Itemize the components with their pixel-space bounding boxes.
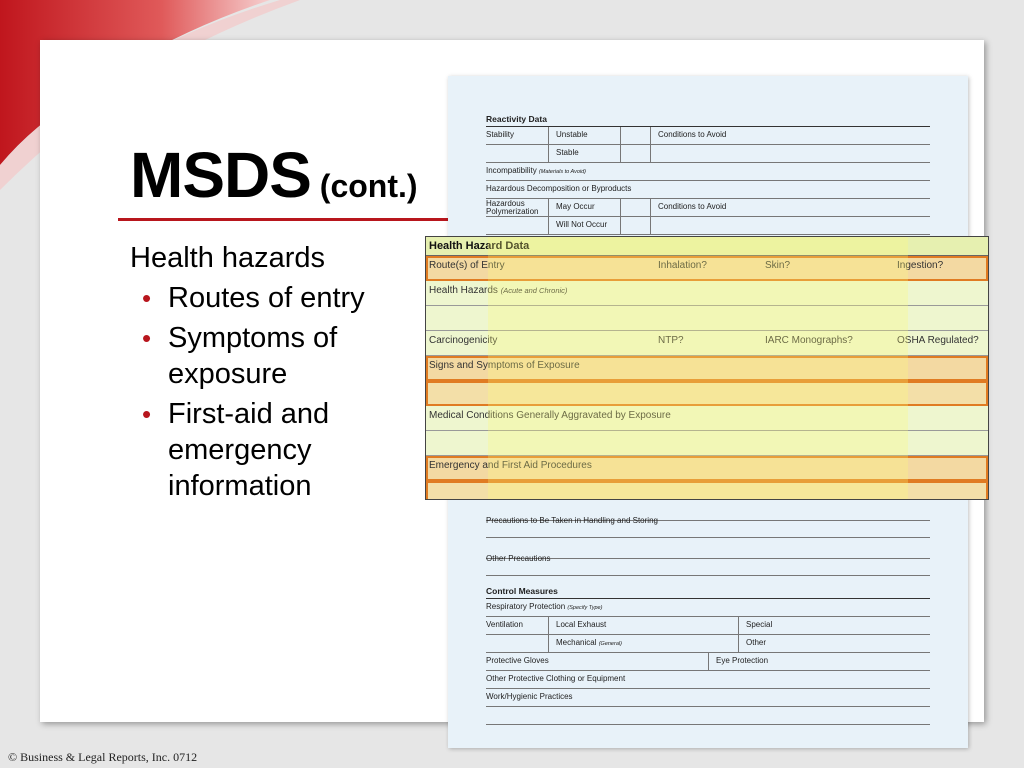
bullet-item: • Symptoms of exposure — [142, 322, 338, 390]
reactivity-title: Reactivity Data — [486, 114, 930, 127]
ventilation-row: Ventilation Local Exhaust Special — [486, 617, 930, 635]
bullet-list-block — [130, 240, 408, 508]
other-precautions-blank-row — [486, 559, 930, 576]
bullet-heading: Health hazards — [130, 242, 326, 274]
control-measures-section — [486, 586, 930, 725]
title-main: MSDS — [130, 139, 311, 211]
carcinogenicity-row: Carcinogenicity NTP? IARC Monographs? OSHA Regulated? — [426, 331, 988, 356]
gloves-row: Protective Gloves Eye Protection — [486, 653, 930, 671]
routes-of-entry-row: Route(s) of Entry Inhalation? Skin? Ingestion? — [426, 256, 988, 281]
copyright-footer: © Business & Legal Reports, Inc. 0712 — [8, 750, 198, 764]
stability-row: Stability Unstable Conditions to Avoid — [486, 127, 930, 145]
clothing-row: Other Protective Clothing or Equipment — [486, 671, 930, 689]
reactivity-section — [486, 114, 930, 235]
health-hazard-title: Health Hazard Data — [426, 237, 988, 256]
stable-row: Stable — [486, 145, 930, 163]
will-not-occur-row: Will Not Occur — [486, 217, 930, 235]
respiratory-row: Respiratory Protection (Specify Type) — [486, 599, 930, 617]
health-hazard-data-callout — [425, 236, 989, 500]
precautions-section — [486, 500, 930, 576]
first-aid-row: Emergency and First Aid Procedures — [426, 456, 988, 481]
polymerization-row: Hazardous Polymerization May Occur Conditions to Avoid — [486, 199, 930, 217]
bullet-icon: • — [142, 323, 152, 353]
bullet-item: • First-aid and emergency information — [142, 398, 330, 502]
bullet-item: • Routes of entry — [142, 282, 365, 314]
decomposition-row: Hazardous Decomposition or Byproducts — [486, 181, 930, 199]
aggravated-conditions-row: Medical Conditions Generally Aggravated by Exposure — [426, 406, 988, 431]
signs-symptoms-row: Signs and Symptoms of Exposure — [426, 356, 988, 381]
hygienic-blank-row — [486, 707, 930, 725]
other-precautions-row: Other Precautions — [486, 538, 930, 559]
mechanical-row: Mechanical (General) Other — [486, 635, 930, 653]
handling-row: Precautions to Be Taken in Handling and Storing — [486, 500, 930, 521]
title-suffix: (cont.) — [319, 168, 418, 204]
aggravated-conditions-blank-row — [426, 431, 988, 456]
signs-symptoms-blank-row — [426, 381, 988, 406]
health-hazards-row: Health Hazards (Acute and Chronic) — [426, 281, 988, 306]
health-hazards-blank-row — [426, 306, 988, 331]
bullet-icon: • — [142, 399, 152, 429]
bullet-icon: • — [142, 283, 152, 313]
title-underline — [118, 218, 453, 221]
handling-blank-row — [486, 521, 930, 538]
first-aid-blank-row — [426, 481, 988, 500]
bullet-list — [130, 280, 408, 504]
control-measures-title: Control Measures — [486, 586, 930, 599]
hygienic-row: Work/Hygienic Practices — [486, 689, 930, 707]
incompatibility-row: Incompatibility (Materials to Avoid) — [486, 163, 930, 181]
slide-title — [130, 138, 418, 212]
